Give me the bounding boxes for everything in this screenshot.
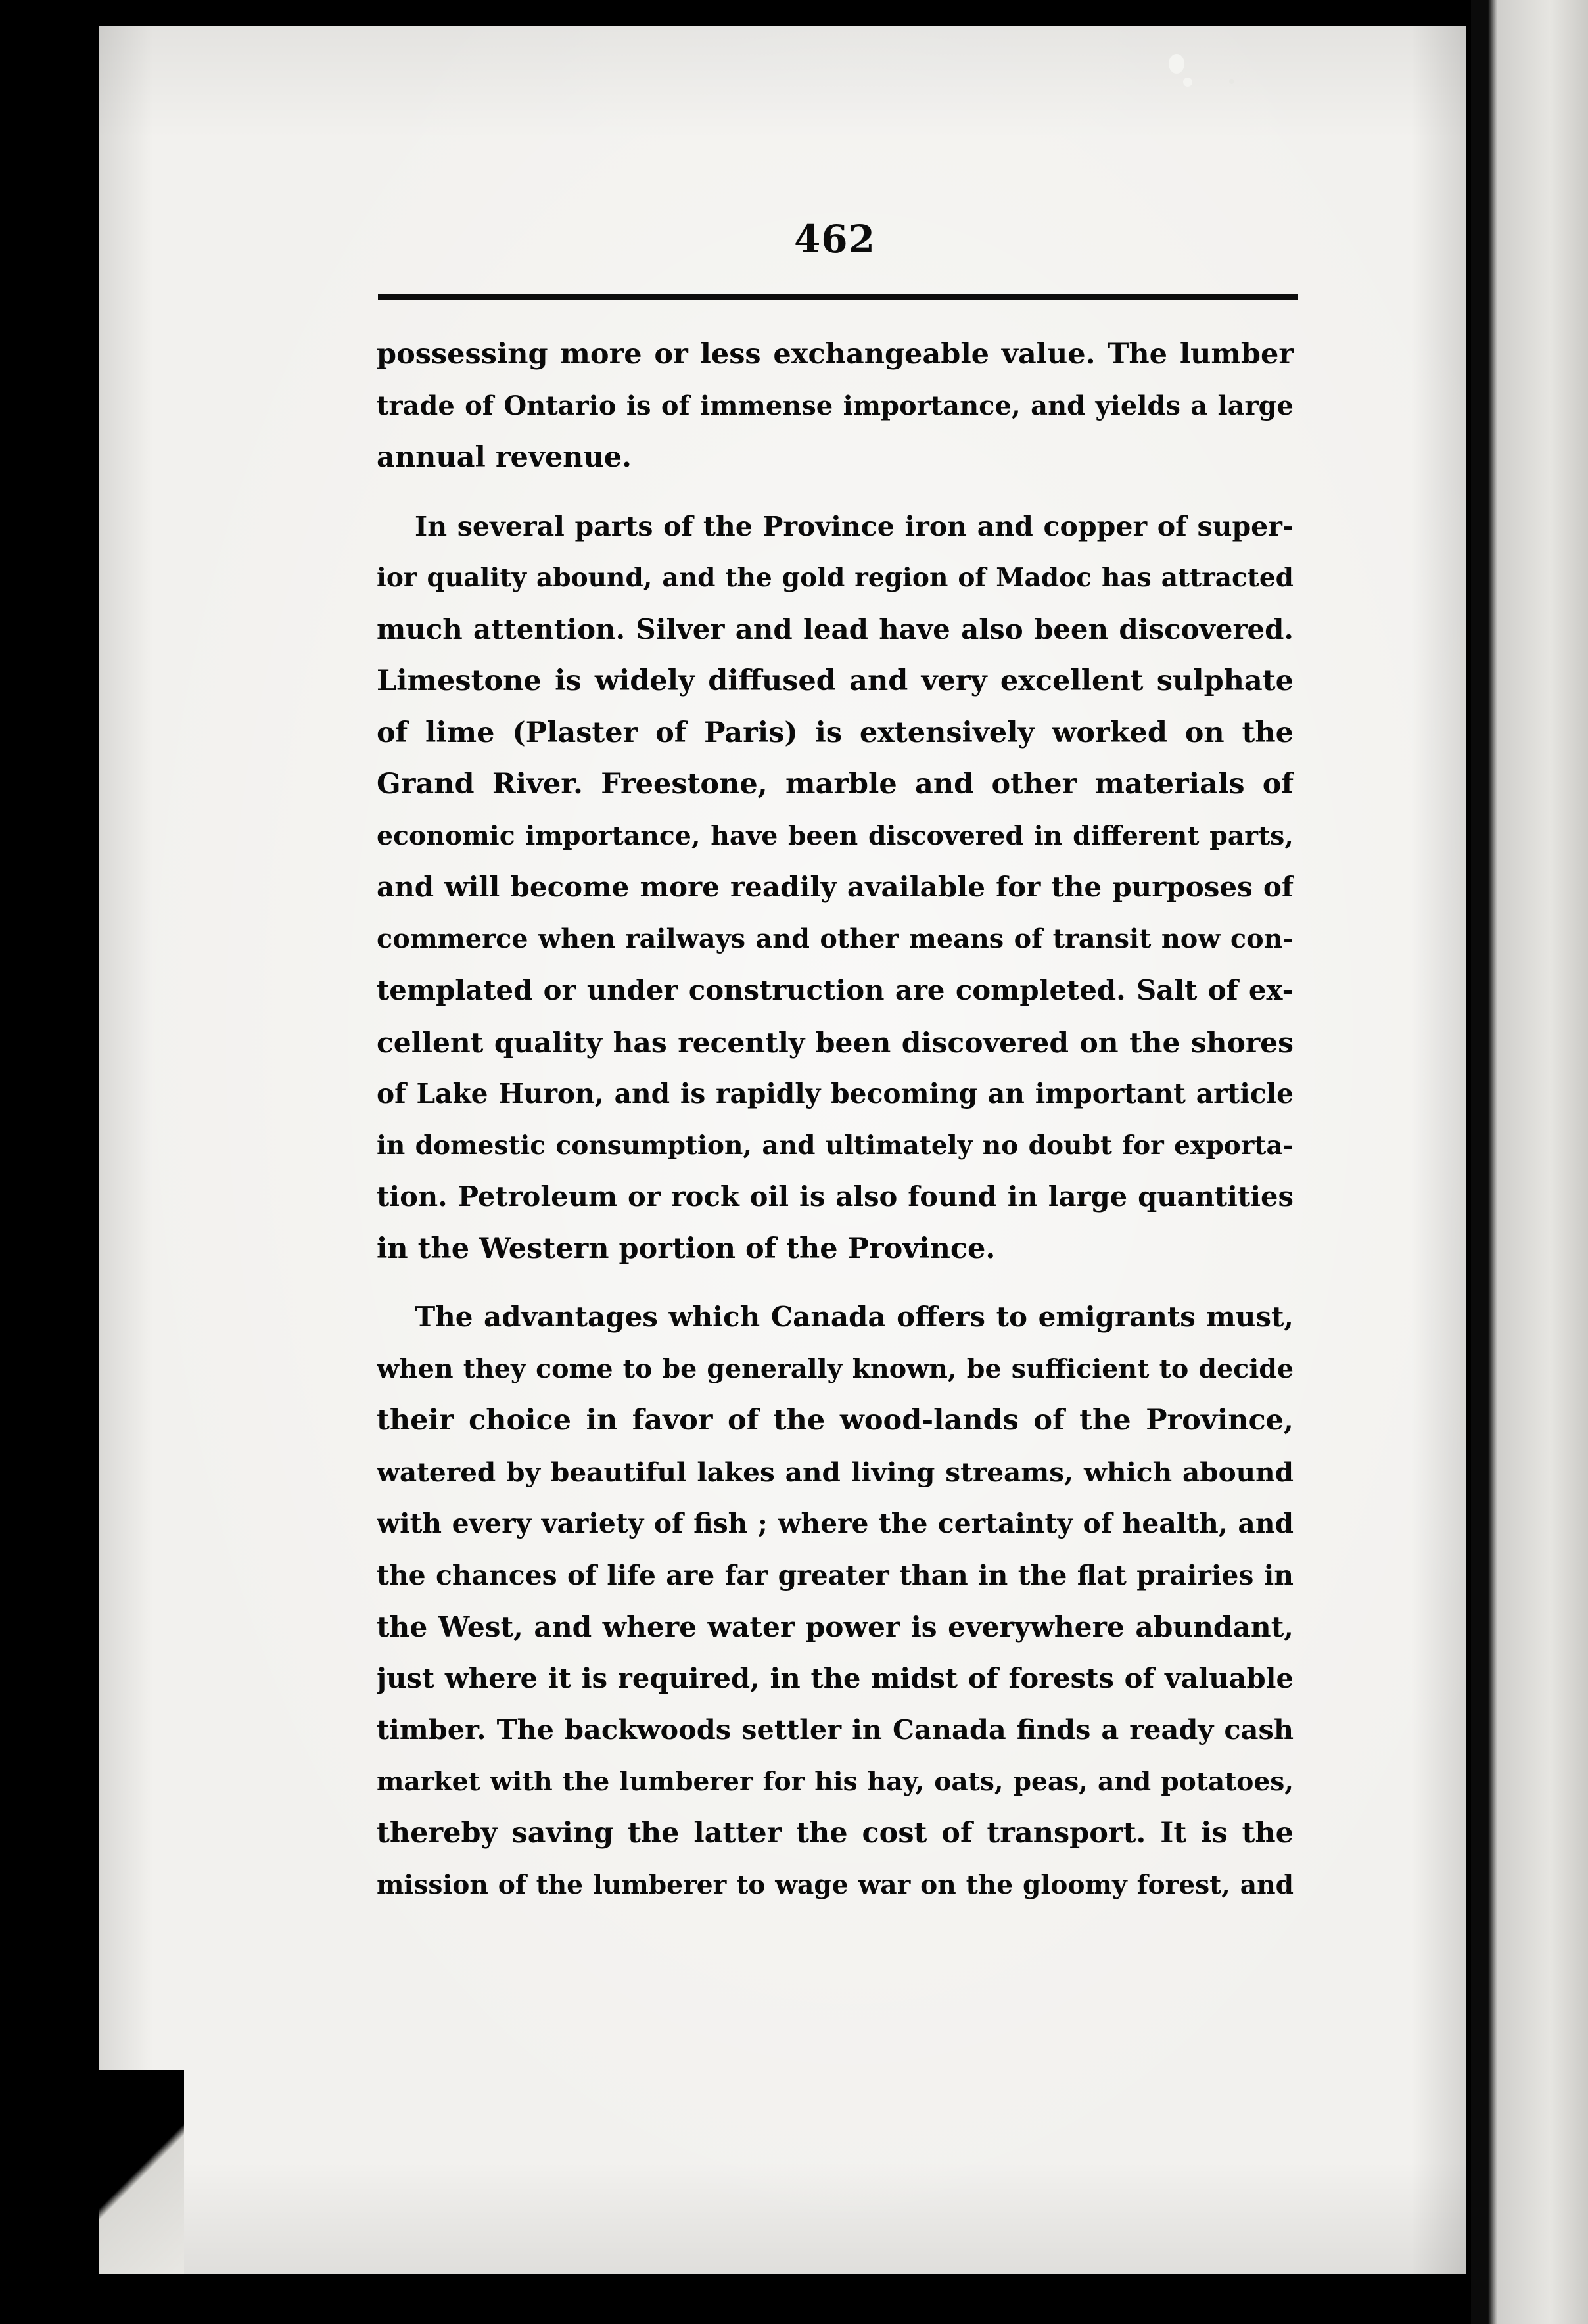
text-line: commerce when railways and other means of transit now con-: [377, 923, 1294, 954]
text-line: just where it is required, in the midst of forests of valuable: [377, 1662, 1294, 1694]
body-text: [377, 329, 1294, 1911]
text-line: in the Western portion of the Province.: [377, 1232, 996, 1265]
text-line: with every variety of fish ; where the certainty of health, and: [377, 1508, 1294, 1539]
text-line: when they come to be generally known, be sufficient to decide: [377, 1353, 1294, 1384]
text-line: Grand River. Freestone, marble and other materials of: [377, 768, 1294, 801]
text-line: the West, and where water power is everywhere abundant,: [377, 1610, 1294, 1643]
text-line: mission of the lumberer to wage war on the gloomy forest, and: [377, 1869, 1294, 1900]
page-number: 462: [793, 217, 876, 262]
text-line: the chances of life are far greater than in the flat prairies in: [377, 1559, 1294, 1591]
text-line: timber. The backwoods settler in Canada finds a ready cash: [377, 1713, 1294, 1746]
text-line: and will become more readily available for the purposes of: [377, 871, 1294, 903]
text-line: The advantages which Canada offers to emigrants must,: [415, 1301, 1294, 1333]
text-line: watered by beautiful lakes and living streams, which abound: [377, 1456, 1294, 1488]
ink-speck: [1169, 54, 1184, 74]
text-line: in domestic consumption, and ultimately no doubt for exporta-: [377, 1130, 1294, 1161]
text-line: In several parts of the Province iron and copper of super-: [415, 509, 1294, 542]
text-line: cellent quality has recently been discovered on the shores: [377, 1025, 1294, 1059]
ink-speck: [1229, 79, 1234, 84]
text-line: of Lake Huron, and is rapidly becoming an important article: [377, 1078, 1294, 1109]
paragraph: [377, 501, 1294, 1275]
page-header: [375, 217, 1295, 283]
text-line: ior quality abound, and the gold region of Madoc has attracted: [377, 563, 1294, 593]
text-line: trade of Ontario is of immense importance, and yields a large: [377, 390, 1294, 421]
header-rule: [378, 294, 1298, 300]
text-line: much attention. Silver and lead have also been discovered.: [377, 613, 1294, 645]
text-line: possessing more or less exchangeable value. The lumber: [377, 338, 1294, 371]
text-line: templated or under construction are completed. Salt of ex-: [377, 974, 1294, 1006]
text-line: thereby saving the latter the cost of transport. It is the: [377, 1817, 1294, 1849]
adjacent-page-edge: [1471, 0, 1588, 2324]
paragraph: [377, 329, 1294, 484]
folded-page-corner: [99, 2070, 184, 2274]
text-line: annual revenue.: [377, 441, 632, 474]
text-line: tion. Petroleum or rock oil is also found in large quantities: [377, 1180, 1294, 1213]
text-line: Limestone is widely diffused and very excellent sulphate: [377, 664, 1294, 697]
text-line: their choice in favor of the wood-lands of the Province,: [377, 1404, 1294, 1437]
text-line: market with the lumberer for his hay, oats, peas, and potatoes,: [377, 1766, 1294, 1797]
paragraph: [377, 1291, 1294, 1911]
text-line: of lime (Plaster of Paris) is extensively worked on the: [377, 716, 1294, 749]
ink-speck: [1183, 78, 1192, 87]
text-line: economic importance, have been discovered in different parts,: [377, 820, 1294, 851]
